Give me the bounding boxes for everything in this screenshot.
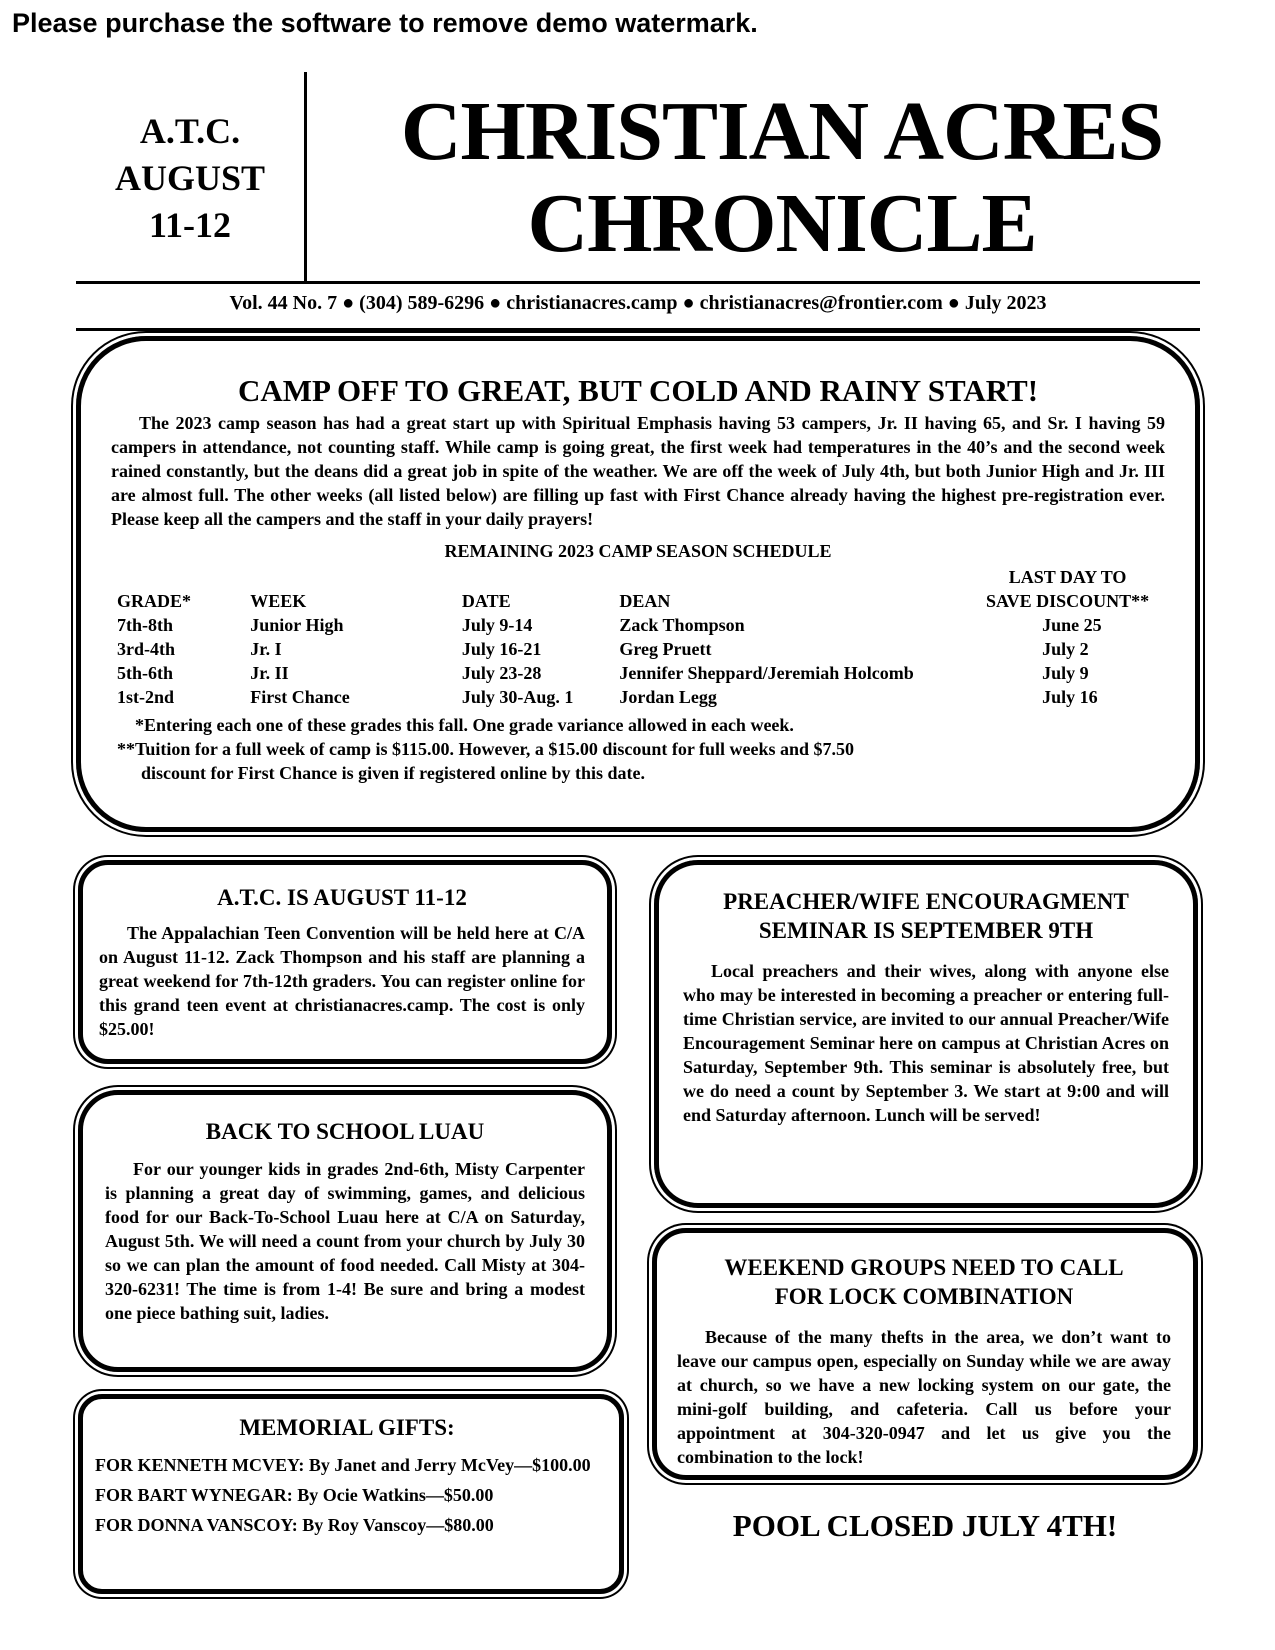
memorial-gift-item: FOR DONNA VANSCOY: By Roy Vanscoy—$80.00 (95, 1515, 494, 1535)
masthead-title-line2: CHRONICLE (527, 177, 1037, 270)
lead-body: The 2023 camp season has had a great start up with Spiritual Emphasis having 53 campers, Jr. II having 65, and Sr. I having 59 campers in attendance, not counting staff. While camp is going great, the first week had temperatures in the 40’s and the second week rained constantly, but the deans did a great job in spite of the weather. We are off the week of July 4th, but both Junior High and Jr. III are almost full. The other weeks (all listed below) are filling up fast with First Chance already having the highest pre-registration ever. Please keep all the campers and the staff in your daily prayers! (111, 413, 1165, 529)
atc-date-line: A.T.C. (139, 111, 241, 151)
luau-headline: BACK TO SCHOOL LUAU (205, 1119, 485, 1144)
cell-grade: 5th-6th (117, 663, 174, 683)
masthead-divider (304, 72, 307, 282)
atc-headline: A.T.C. IS AUGUST 11-12 (217, 885, 467, 910)
table-row (117, 637, 1165, 661)
header-dean: DEAN (619, 591, 671, 611)
note-tuition-line1: **Tuition for a full week of camp is $115.00. However, a $15.00 discount for full weeks and $7.50 (117, 739, 855, 759)
cell-date: July 9-14 (461, 615, 533, 635)
cell-last-day: July 2 (1042, 639, 1089, 659)
cell-dean: Greg Pruett (619, 639, 712, 659)
lead-article-box (76, 336, 1200, 832)
luau-body: For our younger kids in grades 2nd-6th, Misty Carpenter is planning a great day of swimming, games, and delicious food for our Back-To-School Luau here at C/A on Saturday, August 5th. We will need a count from your church by July 30 so we can plan the amount of food needed. Call Misty at 304-320-6231! The time is from 1-4! Be sure and bring a modest one piece bathing suit, ladies. (105, 1159, 585, 1323)
weekend-body: Because of the many thefts in the area, we don’t want to leave our campus open, especially on Sunday while we are away at church, so we have a new locking system on our gate, the mini-golf building, and cafeteria. Call us before your appointment at 304-320-0947 and let us give you the combination to the lock! (677, 1327, 1171, 1467)
weekend-headline-line2: FOR LOCK COMBINATION (774, 1284, 1074, 1309)
pool-closed-notice: POOL CLOSED JULY 4TH! (732, 1508, 1118, 1543)
cell-date: July 23-28 (461, 663, 542, 683)
memorial-gift-item: FOR BART WYNEGAR: By Ocie Watkins—$50.00 (95, 1485, 494, 1505)
cell-week: Jr. I (250, 639, 282, 659)
cell-week: Junior High (250, 615, 344, 635)
header-rule-bottom (76, 328, 1200, 331)
atc-date-block (80, 108, 300, 249)
schedule-title: REMAINING 2023 CAMP SEASON SCHEDULE (444, 541, 832, 561)
header-last-day-line2: SAVE DISCOUNT** (985, 591, 1150, 611)
header-last-day-line1: LAST DAY TO (1008, 567, 1127, 587)
cell-date: July 30-Aug. 1 (461, 687, 574, 707)
note-grades: *Entering each one of these grades this fall. One grade variance allowed in each week. (135, 715, 794, 735)
preacher-body: Local preachers and their wives, along with anyone else who may be interested in becoming a preacher or entering full-time Christian service, are invited to our annual Preacher/Wife Encouragement Seminar here on campus at Christian Acres on Saturday, September 9th. This seminar is absolutely free, but we do need a count by September 3. We start at 9:00 and will end Saturday afternoon. Lunch will be served! (683, 961, 1169, 1125)
header-grade: GRADE* (117, 591, 192, 611)
header-rule-top (76, 281, 1200, 284)
schedule-notes (111, 713, 1165, 785)
atc-body: The Appalachian Teen Convention will be held here at C/A on August 11-12. Zack Thompson and his staff are planning a great weekend for 7th-12th graders. You can register online for this grand teen event at christianacres.camp. The cost is only $25.00! (99, 923, 585, 1039)
cell-grade: 7th-8th (117, 615, 174, 635)
preacher-headline-line2: SEMINAR IS SEPTEMBER 9TH (758, 918, 1094, 943)
cell-grade: 1st-2nd (117, 687, 175, 707)
memorial-gift-item: FOR KENNETH MCVEY: By Janet and Jerry McVey—$100.00 (95, 1455, 591, 1475)
cell-week: Jr. II (250, 663, 289, 683)
atc-date-line: 11-12 (148, 205, 231, 245)
weekend-headline-line1: WEEKEND GROUPS NEED TO CALL (724, 1255, 1124, 1280)
lead-headline: CAMP OFF TO GREAT, BUT COLD AND RAINY START! (237, 373, 1039, 408)
table-row (117, 685, 1165, 709)
weekend-headline (677, 1253, 1171, 1311)
table-row (117, 613, 1165, 637)
note-tuition-line2: discount for First Chance is given if registered online by this date. (141, 763, 645, 783)
schedule-table (117, 565, 1165, 709)
issue-info-line: Vol. 44 No. 7 ● (304) 589-6296 ● christianacres.camp ● christianacres@frontier.com ● July 2023 (229, 292, 1047, 314)
luau-article-box (78, 1090, 612, 1372)
table-row (117, 661, 1165, 685)
header-last-day (970, 565, 1165, 613)
preacher-headline (683, 887, 1169, 945)
weekend-groups-box (652, 1228, 1198, 1480)
masthead-title (312, 86, 1252, 270)
schedule-header-row (117, 565, 1165, 613)
cell-last-day: July 16 (1042, 687, 1098, 707)
demo-watermark: Please purchase the software to remove demo watermark. (12, 8, 758, 38)
cell-dean: Jordan Legg (619, 687, 717, 707)
cell-last-day: June 25 (1042, 615, 1102, 635)
atc-article-box (78, 860, 612, 1064)
header-week: WEEK (250, 591, 307, 611)
preacher-seminar-box (654, 860, 1198, 1208)
masthead-title-line1: CHRISTIAN ACRES (400, 85, 1164, 178)
memorial-gifts-box (78, 1394, 624, 1594)
cell-dean: Jennifer Sheppard/Jeremiah Holcomb (619, 663, 914, 683)
header-date: DATE (461, 591, 511, 611)
memorial-headline: MEMORIAL GIFTS: (239, 1415, 455, 1440)
cell-date: July 16-21 (461, 639, 542, 659)
cell-grade: 3rd-4th (117, 639, 175, 659)
cell-last-day: July 9 (1042, 663, 1089, 683)
preacher-headline-line1: PREACHER/WIFE ENCOURAGMENT (723, 889, 1129, 914)
cell-dean: Zack Thompson (619, 615, 745, 635)
atc-date-line: AUGUST (114, 158, 266, 198)
cell-week: First Chance (250, 687, 350, 707)
